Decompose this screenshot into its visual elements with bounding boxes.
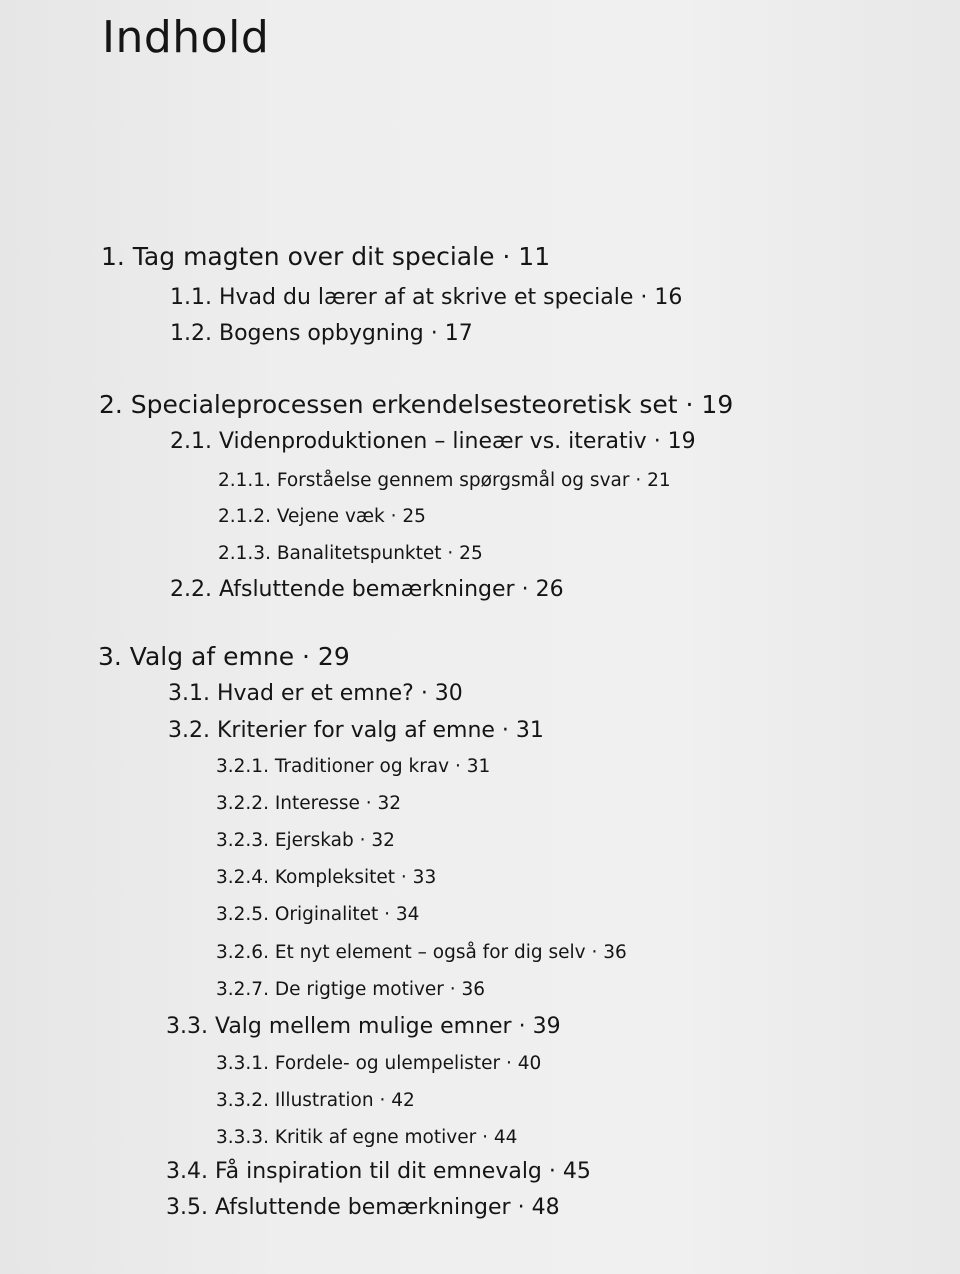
toc-entry-3-1: 3.1. Hvad er et emne? · 30 (168, 681, 463, 706)
toc-entry-2-1-3: 2.1.3. Banalitetspunktet · 25 (218, 543, 483, 564)
toc-entry-1-1: 1.1. Hvad du lærer af at skrive et speciale · 16 (170, 285, 683, 310)
toc-entry-chapter-1: 1. Tag magten over dit speciale · 11 (101, 242, 551, 271)
toc-entry-3-2: 3.2. Kriterier for valg af emne · 31 (168, 718, 544, 743)
toc-entry-3-3: 3.3. Valg mellem mulige emner · 39 (166, 1014, 561, 1039)
toc-entry-3-2-6: 3.2.6. Et nyt element – også for dig selv · 36 (216, 942, 627, 963)
toc-entry-3-3-3: 3.3.3. Kritik af egne motiver · 44 (216, 1127, 518, 1148)
toc-entry-2-1-2: 2.1.2. Vejene væk · 25 (218, 506, 426, 527)
toc-entry-2-2: 2.2. Afsluttende bemærkninger · 26 (170, 577, 564, 602)
toc-entry-3-2-1: 3.2.1. Traditioner og krav · 31 (216, 756, 491, 777)
toc-entry-3-2-4: 3.2.4. Kompleksitet · 33 (216, 867, 437, 888)
toc-entry-chapter-3: 3. Valg af emne · 29 (98, 642, 350, 671)
page-title: Indhold (102, 12, 270, 63)
toc-entry-3-2-3: 3.2.3. Ejerskab · 32 (216, 830, 395, 851)
toc-entry-1-2: 1.2. Bogens opbygning · 17 (170, 321, 473, 346)
toc-entry-3-4: 3.4. Få inspiration til dit emnevalg · 45 (166, 1159, 591, 1184)
toc-entry-3-3-2: 3.3.2. Illustration · 42 (216, 1090, 415, 1111)
toc-entry-2-1: 2.1. Videnproduktionen – lineær vs. iterativ · 19 (170, 429, 696, 454)
toc-entry-3-2-5: 3.2.5. Originalitet · 34 (216, 904, 420, 925)
toc-entry-chapter-2: 2. Specialeprocessen erkendelsesteoretisk set · 19 (99, 390, 734, 419)
toc-entry-3-3-1: 3.3.1. Fordele- og ulempelister · 40 (216, 1053, 542, 1074)
toc-entry-3-5: 3.5. Afsluttende bemærkninger · 48 (166, 1195, 560, 1220)
toc-entry-2-1-1: 2.1.1. Forståelse gennem spørgsmål og svar · 21 (218, 470, 671, 491)
toc-entry-3-2-7: 3.2.7. De rigtige motiver · 36 (216, 979, 486, 1000)
toc-entry-3-2-2: 3.2.2. Interesse · 32 (216, 793, 402, 814)
